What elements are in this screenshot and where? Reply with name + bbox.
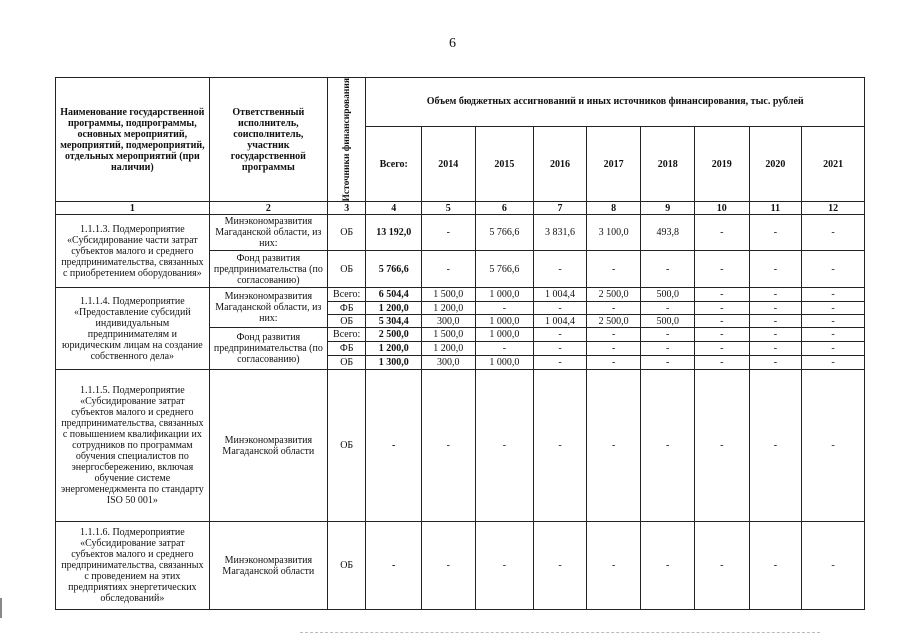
- value-cell: -: [749, 288, 802, 302]
- value-cell: 3 831,6: [534, 215, 587, 251]
- value-cell: -: [475, 342, 534, 356]
- value-cell: 1 200,0: [422, 302, 476, 315]
- header-responsible: Ответственный исполнитель, соисполнитель, участник государственной программы: [209, 78, 327, 202]
- page-bottom-edge: [300, 632, 820, 634]
- value-cell: 300,0: [422, 356, 476, 370]
- value-cell: -: [641, 522, 695, 610]
- value-cell: -: [422, 522, 476, 610]
- index-cell: 1: [56, 202, 210, 215]
- header-total: Всего:: [366, 126, 422, 202]
- value-cell: 493,8: [641, 215, 695, 251]
- source-cell: ОБ: [327, 356, 365, 370]
- value-cell: -: [694, 370, 749, 522]
- value-cell: 1 000,0: [475, 328, 534, 342]
- source-cell: ОБ: [327, 251, 365, 288]
- measure-name: 1.1.1.4. Подмероприятие «Предоставление субсидий индивидуальным предпринимателям и юридическим лицам на создание собственного дела»: [56, 288, 210, 370]
- value-cell: -: [641, 328, 695, 342]
- responsible-cell: Фонд развития предпринимательства (по согласованию): [209, 251, 327, 288]
- scan-mark: [0, 598, 2, 618]
- index-row: [56, 202, 865, 215]
- source-cell: ФБ: [327, 302, 365, 315]
- value-cell: -: [802, 251, 865, 288]
- measure-name: 1.1.1.5. Подмероприятие «Субсидирование затрат субъектов малого и среднего предпринимательства, связанных с повышением квалификации их сотрудников по программам обучения специалистов по энергосбережению, включая обучение системе энергоменеджмента по стандарту ISO 50 001»: [56, 370, 210, 522]
- value-cell: -: [475, 302, 534, 315]
- value-cell: -: [694, 288, 749, 302]
- responsible-cell: Минэкономразвития Магаданской области, из них:: [209, 215, 327, 251]
- value-cell: -: [802, 288, 865, 302]
- index-cell: 12: [802, 202, 865, 215]
- value-cell: 1 500,0: [422, 328, 476, 342]
- value-cell: 1 000,0: [475, 356, 534, 370]
- value-cell: -: [749, 370, 802, 522]
- measure-name: 1.1.1.3. Подмероприятие «Субсидирование части затрат субъектов малого и среднего предпринимательства, связанных с приобретением оборудования»: [56, 215, 210, 288]
- value-cell: -: [641, 370, 695, 522]
- value-cell: -: [802, 215, 865, 251]
- value-cell: 2 500,0: [586, 288, 641, 302]
- source-cell: ОБ: [327, 215, 365, 251]
- value-cell: 1 004,4: [534, 288, 587, 302]
- responsible-cell: Фонд развития предпринимательства (по согласованию): [209, 328, 327, 370]
- value-cell: -: [475, 370, 534, 522]
- value-cell: -: [422, 215, 476, 251]
- index-cell: 7: [534, 202, 587, 215]
- value-cell: -: [534, 342, 587, 356]
- measure-name: 1.1.1.6. Подмероприятие «Субсидирование затрат субъектов малого и среднего предпринимательства, связанных с проведением на этих предприятиях энергетических обследований»: [56, 522, 210, 610]
- value-cell: -: [694, 356, 749, 370]
- responsible-cell: Минэкономразвития Магаданской области: [209, 522, 327, 610]
- index-cell: 6: [475, 202, 534, 215]
- value-cell: -: [802, 328, 865, 342]
- value-cell: -: [694, 251, 749, 288]
- index-cell: 2: [209, 202, 327, 215]
- value-cell: -: [749, 328, 802, 342]
- value-cell: 500,0: [641, 288, 695, 302]
- index-cell: 10: [694, 202, 749, 215]
- value-cell: -: [694, 342, 749, 356]
- value-cell: -: [694, 328, 749, 342]
- value-cell: -: [749, 356, 802, 370]
- value-cell: 1 000,0: [475, 288, 534, 302]
- total-cell: 1 200,0: [366, 342, 422, 356]
- table-row: [56, 522, 865, 610]
- header-year: 2020: [749, 126, 802, 202]
- value-cell: -: [802, 370, 865, 522]
- value-cell: -: [534, 522, 587, 610]
- value-cell: -: [586, 522, 641, 610]
- value-cell: -: [586, 328, 641, 342]
- index-cell: 3: [327, 202, 365, 215]
- value-cell: -: [641, 356, 695, 370]
- header-year: 2015: [475, 126, 534, 202]
- value-cell: 1 500,0: [422, 288, 476, 302]
- value-cell: -: [534, 370, 587, 522]
- total-cell: 6 504,4: [366, 288, 422, 302]
- total-cell: 5 304,4: [366, 315, 422, 328]
- total-cell: 13 192,0: [366, 215, 422, 251]
- total-cell: 1 300,0: [366, 356, 422, 370]
- value-cell: 1 200,0: [422, 342, 476, 356]
- value-cell: -: [749, 315, 802, 328]
- source-cell: Всего:: [327, 288, 365, 302]
- value-cell: 1 004,4: [534, 315, 587, 328]
- value-cell: -: [641, 251, 695, 288]
- value-cell: 500,0: [641, 315, 695, 328]
- value-cell: -: [802, 356, 865, 370]
- value-cell: -: [534, 302, 587, 315]
- value-cell: -: [586, 251, 641, 288]
- value-cell: -: [802, 302, 865, 315]
- value-cell: -: [802, 315, 865, 328]
- value-cell: 2 500,0: [586, 315, 641, 328]
- value-cell: -: [641, 302, 695, 315]
- value-cell: -: [586, 356, 641, 370]
- value-cell: 3 100,0: [586, 215, 641, 251]
- total-cell: 1 200,0: [366, 302, 422, 315]
- value-cell: -: [694, 302, 749, 315]
- value-cell: -: [802, 522, 865, 610]
- header-year: 2019: [694, 126, 749, 202]
- index-cell: 9: [641, 202, 695, 215]
- value-cell: -: [422, 370, 476, 522]
- index-cell: 8: [586, 202, 641, 215]
- source-cell: ОБ: [327, 315, 365, 328]
- total-cell: -: [366, 370, 422, 522]
- budget-table: [55, 77, 865, 610]
- header-year: 2018: [641, 126, 695, 202]
- index-cell: 4: [366, 202, 422, 215]
- responsible-cell: Минэкономразвития Магаданской области, из них:: [209, 288, 327, 328]
- table-row: [56, 370, 865, 522]
- value-cell: -: [641, 342, 695, 356]
- value-cell: -: [749, 215, 802, 251]
- header-year: 2014: [422, 126, 476, 202]
- value-cell: -: [534, 251, 587, 288]
- value-cell: -: [422, 251, 476, 288]
- source-cell: Всего:: [327, 328, 365, 342]
- value-cell: -: [749, 342, 802, 356]
- total-cell: -: [366, 522, 422, 610]
- value-cell: -: [534, 356, 587, 370]
- value-cell: 5 766,6: [475, 251, 534, 288]
- total-cell: 5 766,6: [366, 251, 422, 288]
- header-source: [327, 78, 365, 202]
- source-cell: ФБ: [327, 342, 365, 356]
- header-name: Наименование государственной программы, подпрограммы, основных мероприятий, мероприятий, подмероприятий, отдельных мероприятий (при наличии): [56, 78, 210, 202]
- header-source-label: Источники финансирования: [341, 78, 352, 202]
- value-cell: -: [694, 522, 749, 610]
- value-cell: -: [694, 215, 749, 251]
- value-cell: -: [586, 342, 641, 356]
- value-cell: 5 766,6: [475, 215, 534, 251]
- value-cell: -: [475, 522, 534, 610]
- page-number: 6: [449, 36, 456, 51]
- table-row: [56, 288, 865, 302]
- header-volume: Объем бюджетных ассигнований и иных источников финансирования, тыс. рублей: [366, 78, 865, 127]
- value-cell: -: [534, 328, 587, 342]
- source-cell: ОБ: [327, 522, 365, 610]
- responsible-cell: Минэкономразвития Магаданской области: [209, 370, 327, 522]
- index-cell: 5: [422, 202, 476, 215]
- value-cell: -: [749, 522, 802, 610]
- value-cell: -: [802, 342, 865, 356]
- header-year: 2017: [586, 126, 641, 202]
- value-cell: -: [694, 315, 749, 328]
- source-cell: ОБ: [327, 370, 365, 522]
- value-cell: -: [586, 370, 641, 522]
- header-year: 2016: [534, 126, 587, 202]
- index-cell: 11: [749, 202, 802, 215]
- header-row-1: [56, 78, 865, 127]
- value-cell: -: [586, 302, 641, 315]
- table-row: [56, 215, 865, 251]
- total-cell: 2 500,0: [366, 328, 422, 342]
- header-year: 2021: [802, 126, 865, 202]
- value-cell: 300,0: [422, 315, 476, 328]
- value-cell: -: [749, 251, 802, 288]
- value-cell: -: [749, 302, 802, 315]
- value-cell: 1 000,0: [475, 315, 534, 328]
